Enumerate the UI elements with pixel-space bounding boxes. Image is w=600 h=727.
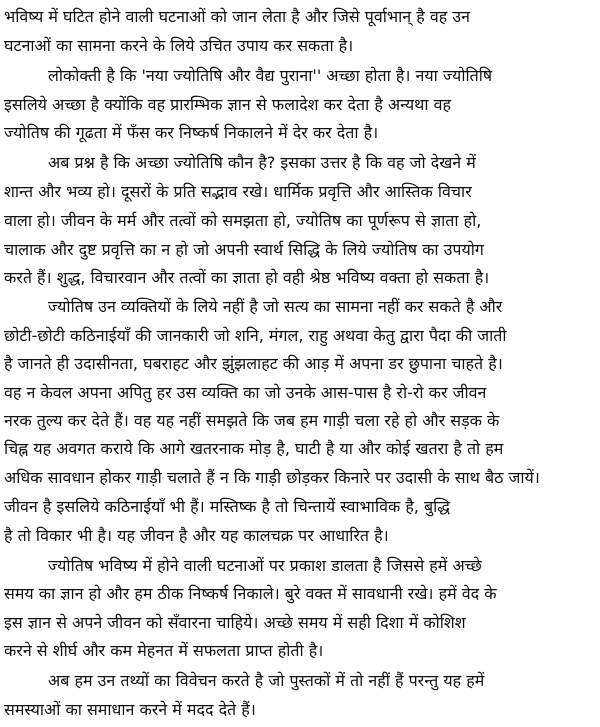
text-line: इस ज्ञान से अपने जीवन को सँवारना चाहिये। अच्छे समय में सही दिशा में कोशिश — [4, 613, 466, 632]
text-line: है जानते ही उदासीनता, घबराहट और झुंझलाहट की आड़ में अपना डर छुपाना चाहते है। — [4, 354, 503, 373]
text-line: अधिक सावधान होकर गाड़ी चलाते हैं न कि गाड़ी छोड़कर किनारे पर उदासी के साथ बैठ जायें। — [4, 468, 540, 487]
text-line: अब हम उन तथ्यों का विवेचन करते है जो पुस्तकों में तो नहीं हैं परन्तु यह हमें — [48, 671, 485, 690]
text-line: वाला हो। जीवन के मर्म और तत्वों को समझता हो, ज्योतिष का पूर्णरूप से ज्ञाता हो, — [4, 211, 482, 230]
text-line: छोटी-छोटी कठिनाईयाँ की जानकारी जो शनि, मंगल, राहु अथवा केतु द्वारा पैदा की जाती — [4, 326, 507, 345]
text-line: इसलिये अच्छा है क्योंकि वह प्रारम्भिक ज्ञान से फलादेश कर देता है अन्यथा वह — [4, 95, 451, 114]
text-line: वह न केवल अपना अपितु हर उस व्यक्ति का जो उनके आस-पास है रो-रो कर जीवन — [4, 383, 487, 402]
text-line: लोकोक्ती है कि 'नया ज्योतिषि और वैद्य पुराना'' अच्छा होता है। नया ज्योतिषि — [48, 66, 493, 85]
text-line: ज्योतिष भविष्य में होने वाली घटनाओं पर प्रकाश डालता है जिससे हमें अच्छे — [48, 556, 482, 575]
text-line: चिह्न यह अवगत कराये कि आगे खतरनाक मोड़ है, घाटी है या और कोई खतरा है तो हम — [4, 439, 504, 458]
text-line: करते हैं। शुद्ध, विचारवान और तत्वों का ज्ञाता हो वही श्रेष्ठ भविष्य वक्ता हो सकता है। — [4, 268, 490, 287]
text-line: शान्त और भव्य हो। दूसरों के प्रति सद्भाव रखे। धार्मिक प्रवृत्ति और आस्तिक विचार — [4, 182, 472, 201]
text-line: है तो विकार भी है। यह जीवन है और यह कालचक्र पर आधारित है। — [4, 526, 389, 545]
text-line: अब प्रश्न है कि अच्छा ज्योतिषि कौन है? इसका उत्तर है कि वह जो देखने में — [48, 153, 476, 172]
text-line: चालाक और दुष्ट प्रवृत्ति का न हो जो अपनी स्वार्थ सिद्धि के लिये ज्योतिष का उपयोग — [4, 240, 484, 259]
text-line: करने से शीर्घ और कम मेहनत में सफलता प्राप्त होती है। — [4, 641, 324, 660]
text-line: घटनाओं का सामना करने के लिये उचित उपाय कर सकता है। — [4, 36, 354, 55]
text-line: ज्योतिष की गूढता में फँस कर निष्कर्ष निकालने में देर कर देता है। — [4, 123, 379, 142]
text-line: जीवन है इसलिये कठिनाईयाँ भी हैं। मस्तिष्क है तो चिन्तायें स्वाभाविक है, बुद्धि — [4, 497, 451, 516]
text-line: नरक तुल्य कर देते हैं। वह यह नहीं समझते कि जब हम गाड़ी चला रहे हो और सड़क के — [4, 411, 500, 430]
text-line: भविष्य में घटित होने वाली घटनाओं को जान लेता है और जिसे पूर्वाभान् है वह उन — [4, 7, 470, 26]
text-line: ज्योतिष उन व्यक्तियों के लिये नहीं है जो सत्य का सामना नहीं कर सकते है और — [48, 297, 503, 316]
text-line: समस्याओं का समाधान करने में मदद देते हैं। — [4, 700, 256, 719]
text-line: समय का ज्ञान हो और हम ठीक निष्कर्ष निकाले। बुरे वक्त में सावधानी रखे। हमें वेद के — [4, 584, 497, 603]
